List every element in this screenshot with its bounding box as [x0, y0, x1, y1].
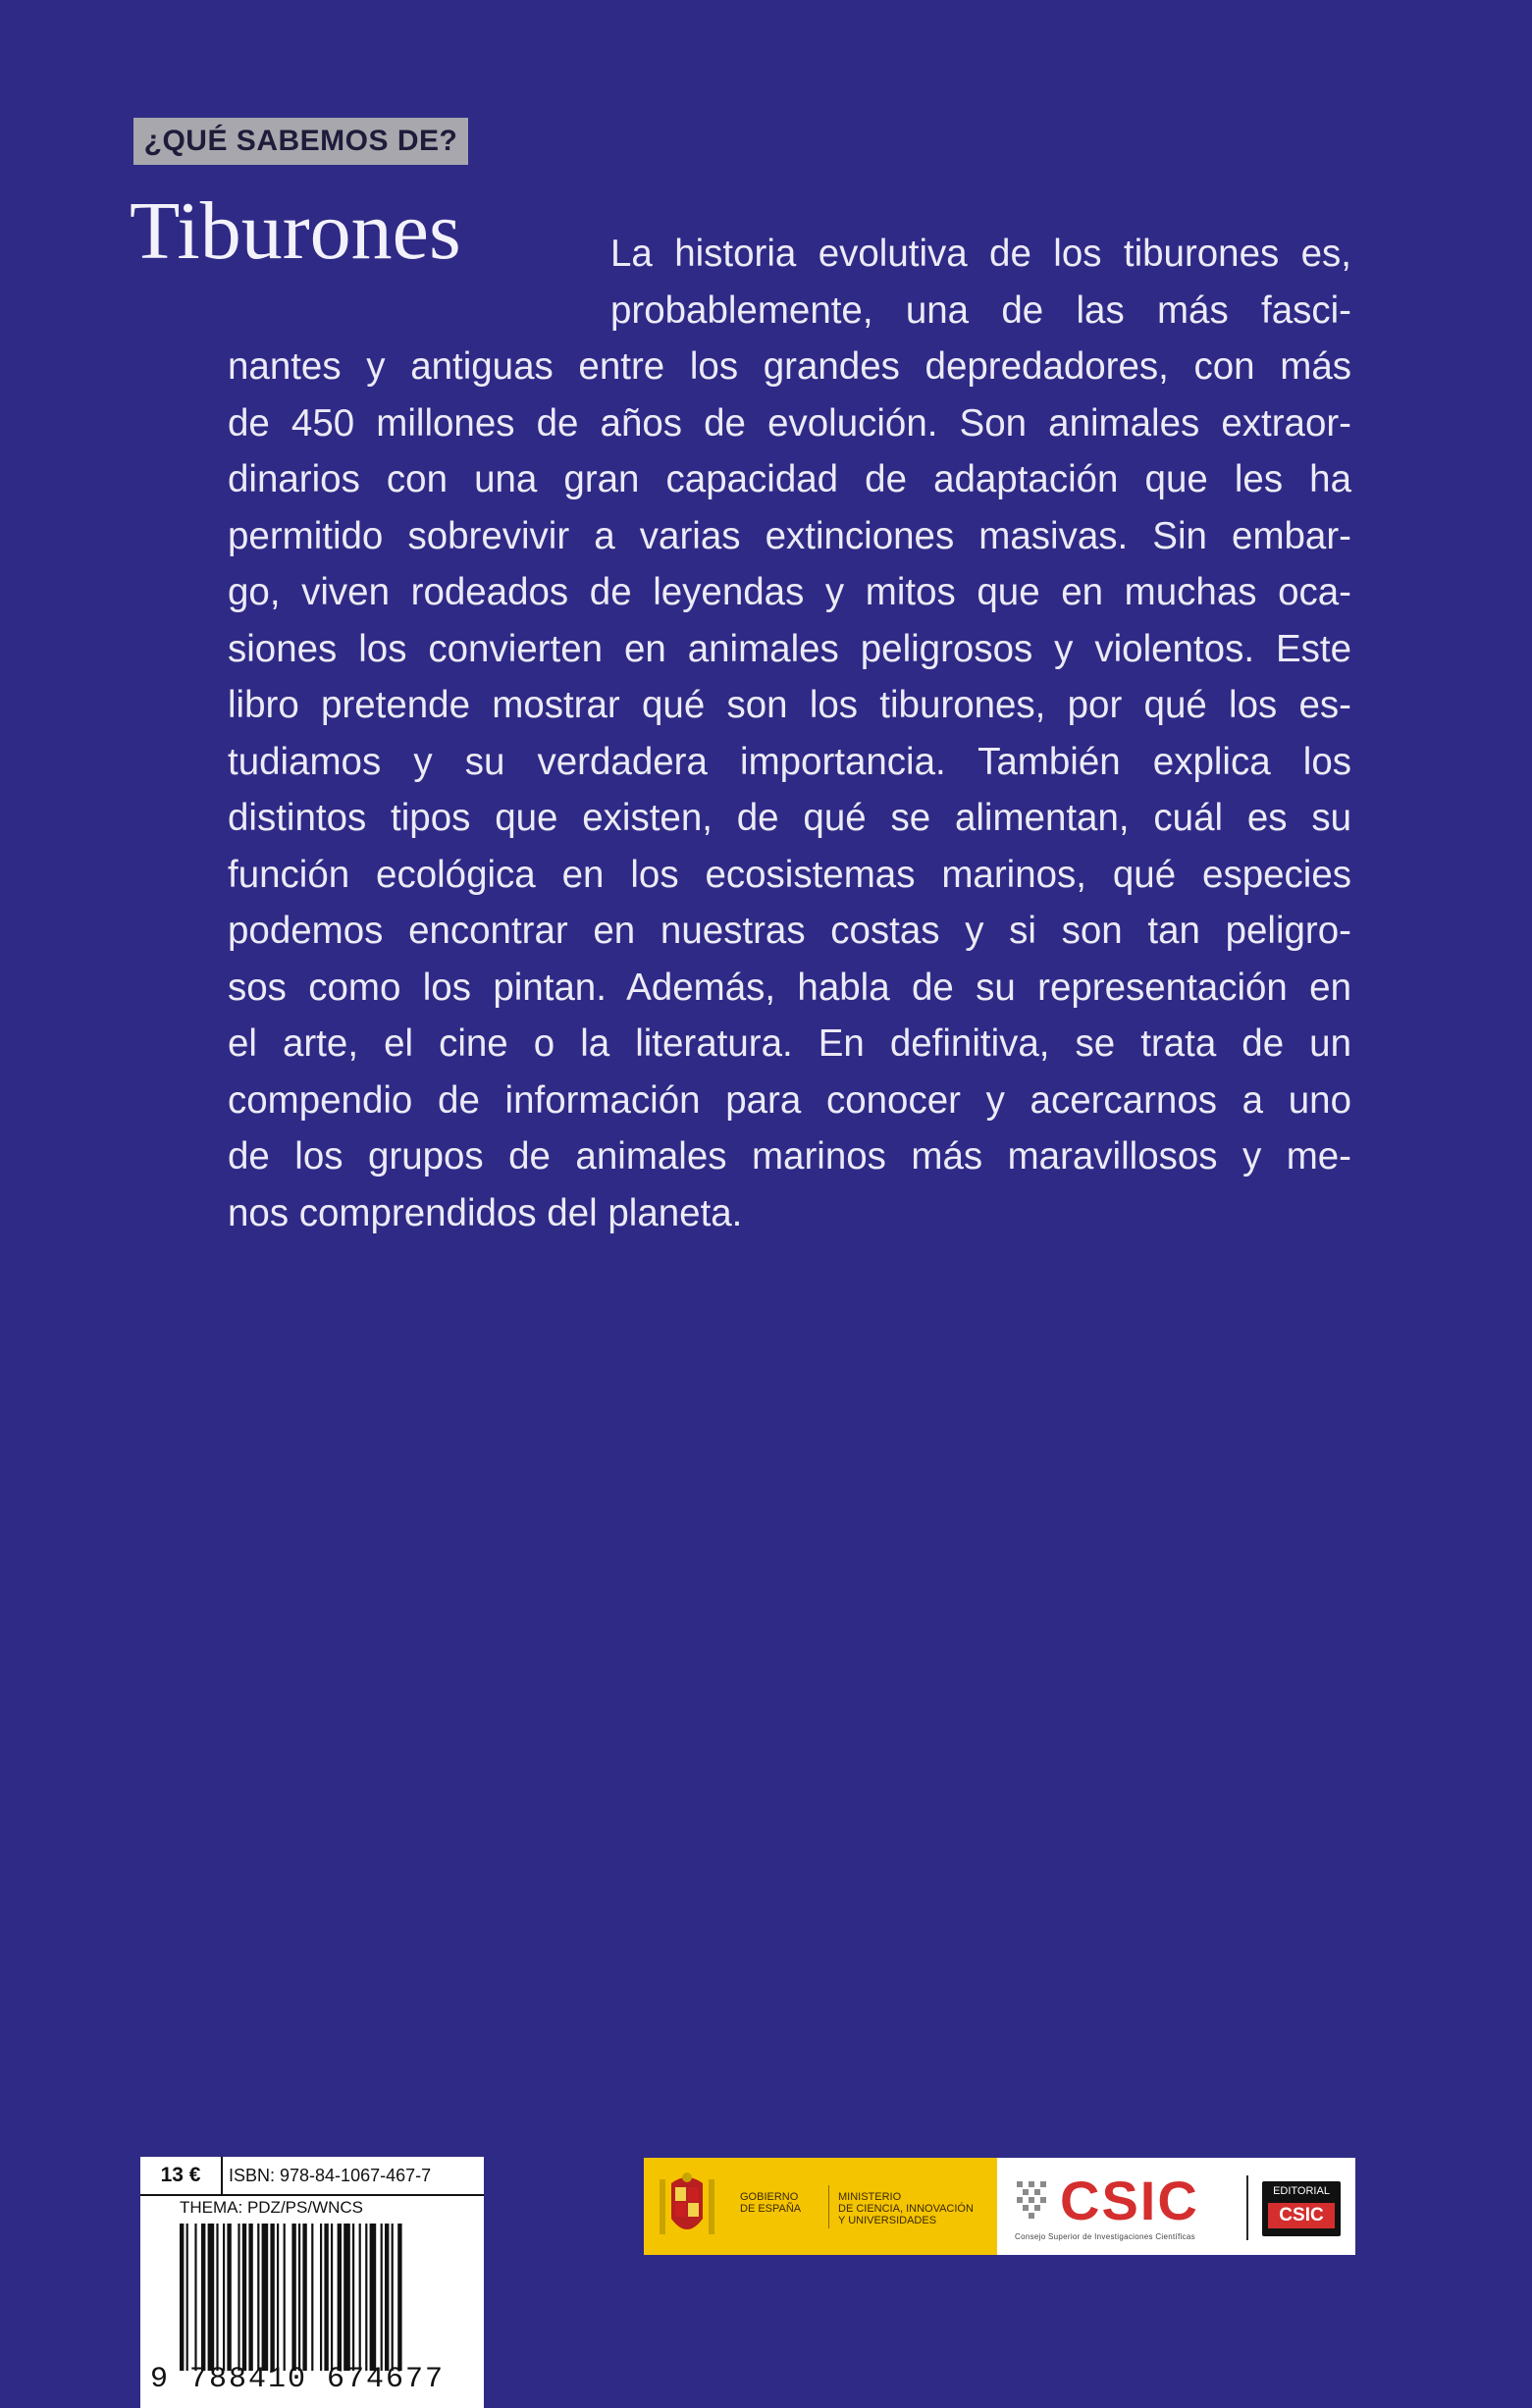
- blurb-line: compendio de información para conocer y acercarnos a uno: [228, 1078, 1351, 1122]
- price-isbn-row: [140, 2157, 484, 2196]
- coat-of-arms-icon: [656, 2170, 718, 2244]
- barcode-digits: 9 788410 674677: [150, 2363, 446, 2396]
- divider: [828, 2185, 829, 2228]
- blurb-line: función ecológica en los ecosistemas marinos, qué especies: [228, 853, 1351, 896]
- blurb-line: tudiamos y su verdadera importancia. También explica los: [228, 740, 1351, 783]
- editorial-label: EDITORIAL: [1273, 2185, 1330, 2197]
- blurb-line: probablemente, una de las más fasci-: [610, 288, 1351, 332]
- divider: [1246, 2175, 1248, 2240]
- series-label: ¿QUÉ SABEMOS DE?: [133, 118, 468, 165]
- csic-emblem-icon: [1015, 2179, 1050, 2221]
- blurb-line: distintos tipos que existen, de qué se alimentan, cuál es su: [228, 797, 1351, 839]
- government-band: [644, 2158, 997, 2255]
- blurb-line: siones los convierten en animales peligrosos y violentos. Este: [228, 627, 1351, 670]
- blurb-line: podemos encontrar en nuestras costas y si son tan peligro-: [228, 910, 1351, 952]
- blurb-line: de los grupos de animales marinos más maravillosos y me-: [228, 1135, 1351, 1178]
- ministry-label: MINISTERIO DE CIENCIA, INNOVACIÓN Y UNIVERSIDADES: [838, 2191, 974, 2226]
- sponsor-logos: [644, 2158, 1355, 2255]
- blurb-line: dinarios con una gran capacidad de adaptación que les ha: [228, 458, 1351, 500]
- government-label: GOBIERNO DE ESPAÑA: [740, 2191, 802, 2215]
- price-label: 13 €: [140, 2157, 223, 2194]
- csic-full-name: Consejo Superior de Investigaciones Científicas: [1015, 2232, 1195, 2241]
- isbn-label: ISBN: 978-84-1067-467-7: [229, 2166, 432, 2185]
- blurb-line: nantes y antiguas entre los grandes depredadores, con más: [228, 345, 1351, 388]
- editorial-csic-mark: CSIC: [1268, 2203, 1335, 2228]
- blurb-line: nos comprendidos del planeta.: [228, 1191, 743, 1234]
- barcode-bars: [180, 2224, 464, 2371]
- blurb-line: La historia evolutiva de los tiburones es,: [610, 233, 1351, 275]
- blurb-line: el arte, el cine o la literatura. En definitiva, se trata de un: [228, 1022, 1351, 1065]
- blurb-line: go, viven rodeados de leyendas y mitos que en muchas oca-: [228, 571, 1351, 613]
- blurb-line: de 450 millones de años de evolución. Son animales extraor-: [228, 401, 1351, 445]
- book-blurb: [228, 226, 1351, 1241]
- blurb-line: sos como los pintan. Además, habla de su representación en: [228, 966, 1351, 1009]
- editorial-csic-logo: [1262, 2181, 1341, 2236]
- book-title: Tiburones: [130, 185, 461, 277]
- csic-logo: CSIC: [1060, 2170, 1199, 2231]
- thema-label: THEMA: PDZ/PS/WNCS: [180, 2198, 364, 2217]
- blurb-line: libro pretende mostrar qué son los tiburones, por qué los es-: [228, 684, 1351, 726]
- barcode-block: [140, 2157, 484, 2408]
- blurb-line: permitido sobrevivir a varias extinciones masivas. Sin embar-: [228, 514, 1351, 557]
